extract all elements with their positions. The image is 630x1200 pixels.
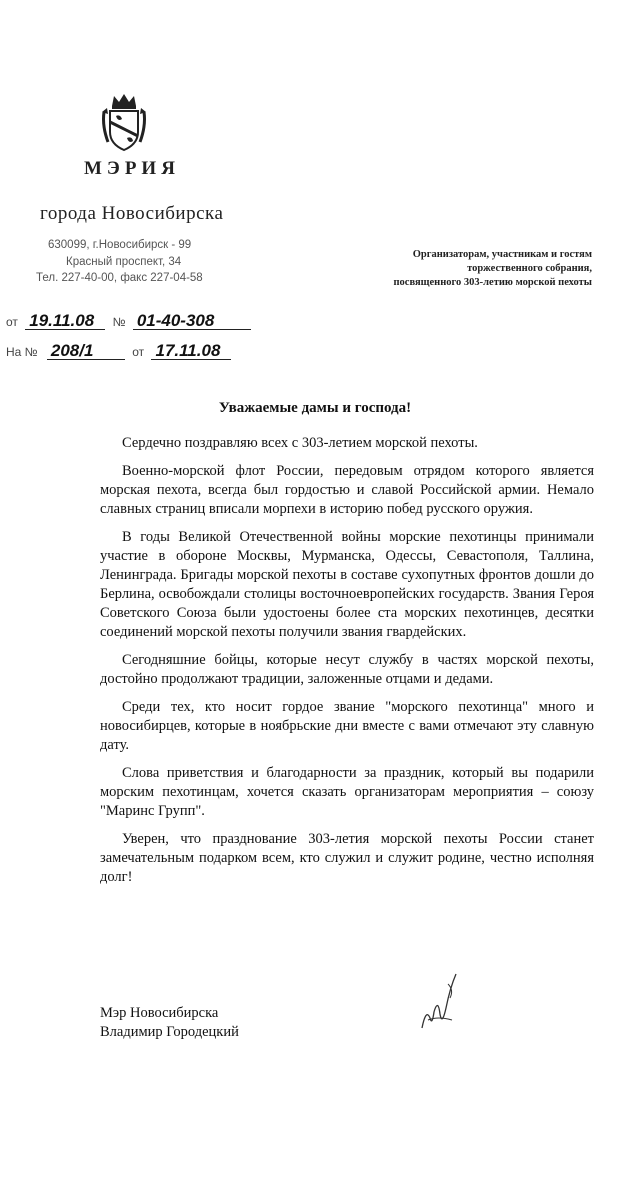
signature-block (100, 1004, 239, 1042)
address-line-3: Тел. 227-40-00, факс 227-04-58 (36, 272, 203, 284)
org-city: города Новосибирска (40, 203, 224, 224)
paragraph: Сердечно поздравляю всех с 303-летием морской пехоты. (122, 435, 478, 451)
outgoing-number: 01-40-308 (133, 312, 251, 330)
incoming-reference (6, 342, 231, 360)
recipient-line-3: посвященного 303-летию морской пехоты (393, 277, 592, 288)
recipient-line-2: торжественного собрания, (467, 263, 592, 274)
recipient-block (360, 248, 592, 290)
letter-body (100, 434, 594, 896)
outgoing-date: 19.11.08 (25, 312, 105, 330)
reply-from-label: от (132, 345, 145, 359)
paragraph: Сегодняшние бойцы, которые несут службу в частях морской пехоты, достойно продолжают традиции, заложенные отцами и дедами. (100, 652, 594, 687)
paragraph: Среди тех, кто носит гордое звание "морского пехотинца" много и новосибирцев, которые в ноябрьские дни вместе с вами отмечают эту славную дату. (100, 699, 594, 753)
paragraph: В годы Великой Отечественной войны морские пехотинцы принимали участие в обороне Москвы, Мурманска, Одессы, Севастополя, Таллина, Ленинграда. Бригады морской пехоты в составе сухопутных фронтов дошли до Берлина, освобождали столицы восточноевропейских государств. Звания Героя Советского Союза были удостоены более ста морских пехотинцев, десятки соединений морской пехоты получили звания гвардейских. (100, 529, 594, 640)
outgoing-reference (6, 312, 251, 330)
paragraph: Военно-морской флот России, передовым отрядом которого является морская пехота, всегда был гордостью и славой Российской армии. Немало славных страниц вписали морпехи в историю побед русского оружия. (100, 463, 594, 517)
from-label: от (6, 315, 18, 329)
handwritten-signature-icon (408, 968, 470, 1038)
signer-title: Мэр Новосибирска (100, 1005, 219, 1021)
recipient-line-1: Организаторам, участникам и гостям (412, 249, 592, 260)
org-name: МЭРИЯ (84, 158, 180, 179)
reply-number: 208/1 (47, 342, 125, 360)
novosibirsk-coat-of-arms-icon (100, 92, 148, 154)
signer-name: Владимир Городецкий (100, 1024, 239, 1040)
reply-date: 17.11.08 (151, 342, 231, 360)
address-line-2: Красный проспект, 34 (66, 256, 182, 268)
paragraph: Слова приветствия и благодарности за праздник, который вы подарили морским пехотинцам, хочется сказать организаторам мероприятия – союзу "Маринс Групп". (100, 765, 594, 819)
salutation: Уважаемые дамы и господа! (218, 400, 412, 416)
address-line-1: 630099, г.Новосибирск - 99 (48, 239, 192, 251)
number-label: № (112, 315, 126, 329)
paragraph: Уверен, что празднование 303-летия морской пехоты России станет замечательным подарком всем, кто служил и служит родине, честно исполняя долг! (100, 831, 594, 885)
in-reply-label: На № (6, 345, 38, 359)
